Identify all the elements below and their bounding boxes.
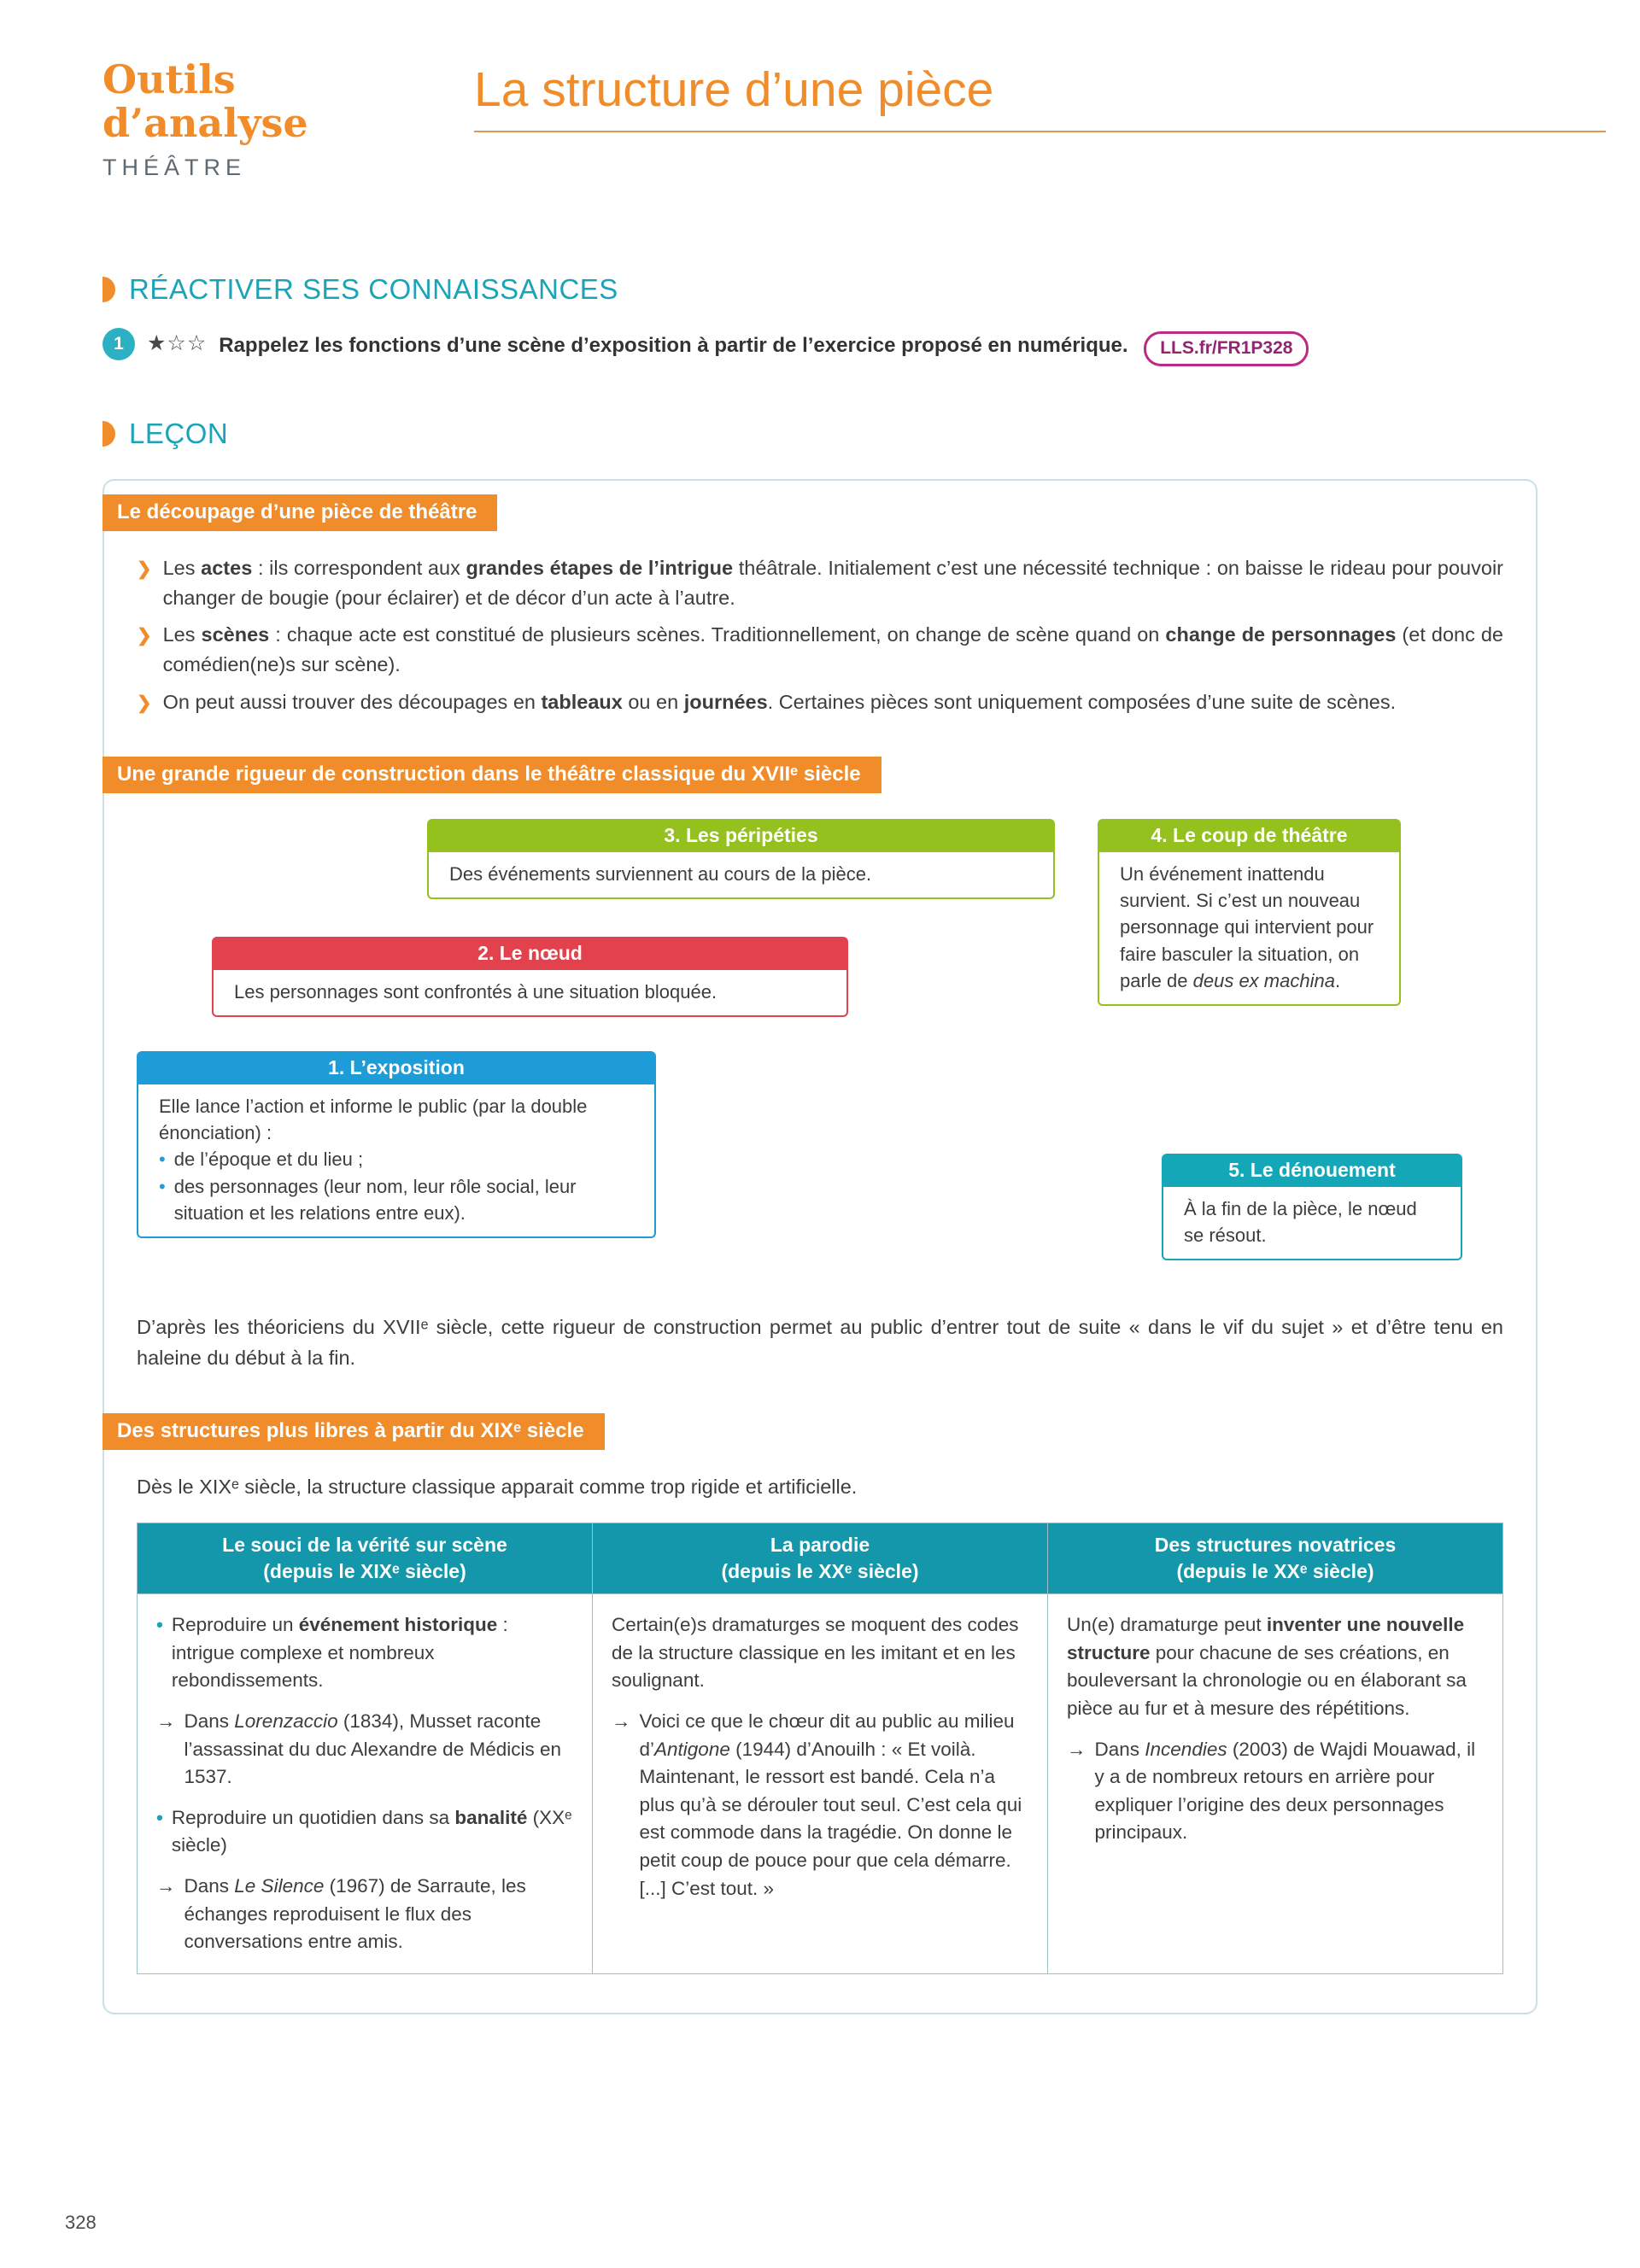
brand-title-line1: Outils xyxy=(102,56,236,102)
exposition-item-text: de l’époque et du lieu ; xyxy=(173,1149,364,1171)
diagram-box-body: Les personnages sont confrontés à une situation bloquée. xyxy=(212,970,848,1017)
table-header-novatrices xyxy=(1048,1523,1503,1593)
table-header-parodie xyxy=(593,1523,1048,1593)
cell-text: Dans Lorenzaccio (1834), Musset raconte l’assassinat du duc Alexandre de Médicis en 1537. xyxy=(184,1710,562,1788)
table-header-line2: (depuis le XIXᵉ siècle) xyxy=(263,1560,466,1583)
diagram-box-denouement xyxy=(1162,1154,1462,1260)
exposition-item xyxy=(159,1146,634,1172)
cell-bullet-block xyxy=(156,1611,573,1695)
chevron-bullet-icon: ❯ xyxy=(137,693,152,713)
brand-block xyxy=(102,58,474,181)
table-header-line1: Le souci de la vérité sur scène xyxy=(222,1533,507,1556)
table-intro: Dès le XIXᵉ siècle, la structure classique apparait comme trop rigide et artificielle. xyxy=(137,1475,858,1498)
arrow-icon: → xyxy=(612,1710,631,1732)
lesson-bullet-scenes xyxy=(137,620,1503,681)
title-underline xyxy=(474,131,1606,132)
badge-rigueur: Une grande rigueur de construction dans le théâtre classique du XVIIᵉ siècle xyxy=(102,757,882,793)
section-title-reactivate: RÉACTIVER SES CONNAISSANCES xyxy=(129,273,618,306)
chevron-bullet-icon: ❯ xyxy=(137,626,152,646)
lesson-box xyxy=(102,479,1538,2014)
dot-bullet-icon: • xyxy=(159,1175,166,1197)
brand-title xyxy=(102,58,474,144)
page-header xyxy=(0,0,1640,181)
cell-text: Un(e) dramaturge peut inventer une nouvelle structure pour chacune de ses créations, en bouleversant la chronologie ou en élaborant sa pièce au fur et à mesure des répétitions. xyxy=(1067,1614,1467,1719)
diagram-box-title: 1. L’exposition xyxy=(137,1051,656,1084)
cell-text: Dans Le Silence (1967) de Sarraute, les échanges reproduisent le flux des conversations entre amis. xyxy=(184,1875,526,1953)
dot-bullet-icon: • xyxy=(156,1614,163,1636)
structure-diagram xyxy=(137,819,1503,1284)
table-cell-parodie xyxy=(593,1594,1048,1974)
page-number: 328 xyxy=(65,2212,97,2233)
diagram-box-title: 4. Le coup de théâtre xyxy=(1098,819,1401,852)
lesson-bullet-text: On peut aussi trouver des découpages en tableaux ou en journées. Certaines pièces sont uniquement composées d’une suite de scènes. xyxy=(162,690,1397,713)
diagram-box-body: À la fin de la pièce, le nœud se résout. xyxy=(1162,1187,1462,1260)
diagram-box-title: 2. Le nœud xyxy=(212,937,848,970)
page-title: La structure d’une pièce xyxy=(474,62,994,117)
section-lesson-heading xyxy=(102,418,1640,450)
section-marker-icon xyxy=(102,277,115,302)
cell-paragraph-block xyxy=(1067,1611,1484,1723)
section-reactivate-heading xyxy=(102,273,1640,306)
badge-decoupage: Le découpage d’une pièce de théâtre xyxy=(102,494,497,531)
exposition-item xyxy=(159,1173,634,1226)
dot-bullet-icon: • xyxy=(159,1149,166,1171)
table-cell-verite xyxy=(138,1594,593,1974)
lesson-bullet-tableaux xyxy=(137,687,1503,717)
cell-text: Reproduire un événement historique : intrigue complexe et nombreux rebondissements. xyxy=(171,1614,508,1692)
cell-text: Voici ce que le chœur dit au public au milieu d’Antigone (1944) d’Anouilh : « Et voilà. Maintenant, le ressort est bandé. Cela n’a plus qu’à se dérouler tout seul. C’est cela qui est commode dans la tragédie. On donne le petit coup de pouce pour que cela démarre. [...] C’est tout. » xyxy=(639,1710,1022,1899)
table-header-line2: (depuis le XXᵉ siècle) xyxy=(1176,1560,1374,1583)
exposition-item-text: des personnages (leur nom, leur rôle social, leur situation et les relations entre eux). xyxy=(173,1175,577,1224)
cell-arrow-block xyxy=(612,1708,1028,1903)
cell-text: Dans Incendies (2003) de Wajdi Mouawad, il y a de nombreux retours en arrière pour expliquer l’origine des deux personnages principaux. xyxy=(1094,1738,1476,1844)
cell-text: Reproduire un quotidien dans sa banalité (XXᵉ siècle) xyxy=(171,1806,572,1856)
diagram-box-coup-de-theatre xyxy=(1098,819,1401,1006)
exposition-intro: Elle lance l’action et informe le public (par la double énonciation) : xyxy=(159,1095,588,1144)
exercise-text: Rappelez les fonctions d’une scène d’exposition à partir de l’exercice proposé en numérique. xyxy=(219,334,1128,358)
brand-subtitle: THÉÂTRE xyxy=(102,155,247,181)
diagram-box-title: 5. Le dénouement xyxy=(1162,1154,1462,1187)
brand-title-line2: d’analyse xyxy=(102,99,308,146)
diagram-box-noeud xyxy=(212,937,848,1017)
cell-arrow-block xyxy=(156,1873,573,1956)
title-block xyxy=(474,58,1606,181)
section-title-lesson: LEÇON xyxy=(129,417,229,449)
table-header-line1: La parodie xyxy=(770,1533,870,1556)
exercise-body xyxy=(219,331,1309,365)
cell-arrow-block xyxy=(156,1708,573,1792)
lesson-bullet-text: Les actes : ils correspondent aux grandes étapes de l’intrigue théâtrale. Initialement c’est une nécessité technique : on baisse le rideau pour pouvoir changer de bougie (pour éclairer) et de décor d’un acte à l’autre. xyxy=(162,556,1503,609)
diagram-box-body: Un événement inattendu survient. Si c’est un nouveau personnage qui intervient pour faire basculer la situation, on parle de deus ex machina. xyxy=(1098,852,1401,1006)
badge-structures-libres: Des structures plus libres à partir du XIXᵉ siècle xyxy=(102,1413,605,1450)
exercise-number-badge: 1 xyxy=(102,328,135,360)
lesson-bullet-actes xyxy=(137,553,1503,614)
table-header-line2: (depuis le XXᵉ siècle) xyxy=(721,1560,919,1583)
diagram-box-body: Des événements surviennent au cours de la pièce. xyxy=(427,852,1055,899)
chevron-bullet-icon: ❯ xyxy=(137,558,152,579)
lls-link[interactable]: LLS.fr/FR1P328 xyxy=(1144,331,1309,365)
table-header-line1: Des structures novatrices xyxy=(1154,1533,1397,1556)
cell-text: Certain(e)s dramaturges se moquent des codes de la structure classique en les imitant et en les soulignant. xyxy=(612,1614,1019,1692)
arrow-icon: → xyxy=(156,1875,176,1897)
exercise-row xyxy=(102,328,1538,365)
table-header-verite xyxy=(138,1523,593,1593)
section-marker-icon xyxy=(102,421,115,447)
difficulty-stars: ★☆☆ xyxy=(147,331,208,356)
cell-bullet-block xyxy=(156,1804,573,1860)
cell-paragraph-block xyxy=(612,1611,1028,1695)
diagram-box-body xyxy=(137,1084,656,1238)
table-cell-novatrices xyxy=(1048,1594,1503,1974)
diagram-conclusion: D’après les théoriciens du XVIIᵉ siècle, cette rigueur de construction permet au public d’entrer tout de suite « dans le vif du sujet » et d’être tenu en haleine du début à la fin. xyxy=(137,1315,1503,1370)
lesson-bullet-list xyxy=(137,553,1503,717)
lesson-bullet-text: Les scènes : chaque acte est constitué de plusieurs scènes. Traditionnellement, on change de scène quand on change de personnages (et donc de comédien(ne)s sur scène). xyxy=(162,623,1504,676)
diagram-box-peripeties xyxy=(427,819,1055,899)
structures-table xyxy=(137,1523,1503,1974)
arrow-icon: → xyxy=(1067,1738,1086,1760)
dot-bullet-icon: • xyxy=(156,1806,163,1828)
cell-arrow-block xyxy=(1067,1736,1484,1848)
arrow-icon: → xyxy=(156,1710,176,1732)
diagram-box-title: 3. Les péripéties xyxy=(427,819,1055,852)
diagram-box-exposition xyxy=(137,1051,656,1238)
